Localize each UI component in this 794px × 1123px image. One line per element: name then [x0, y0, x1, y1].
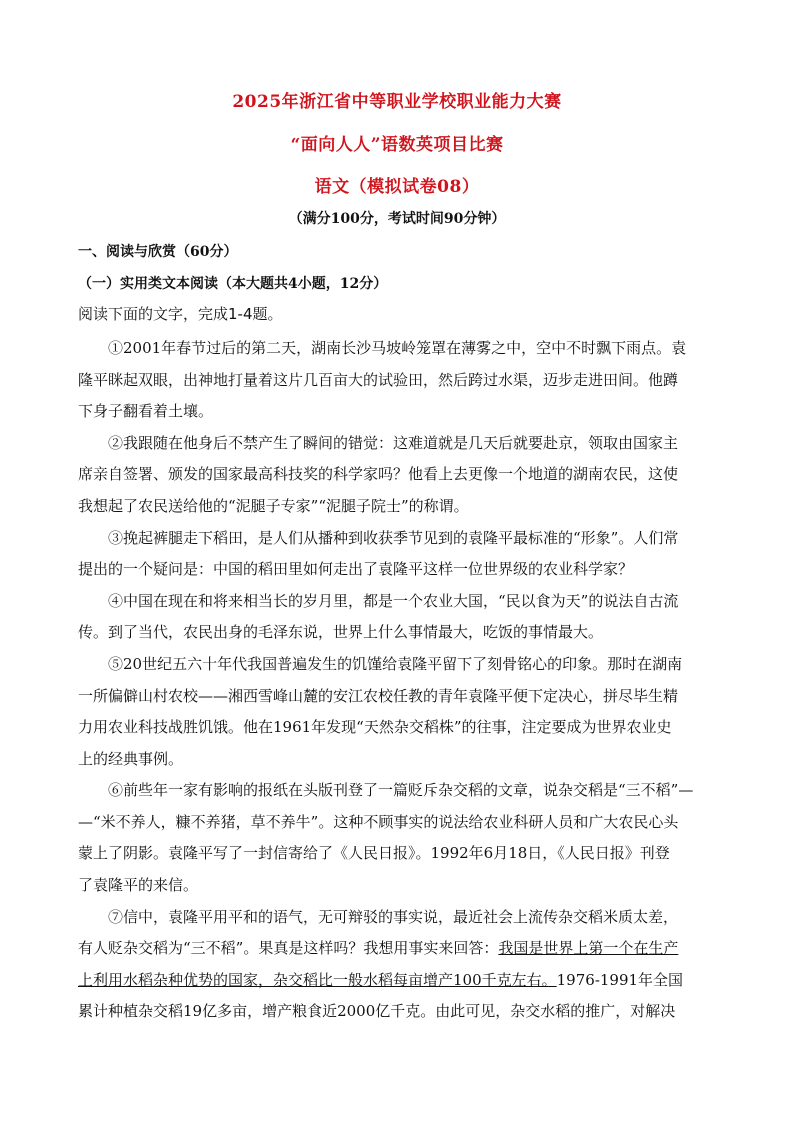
exam-subject-title: 语文（模拟试卷08）: [314, 177, 480, 197]
subsection-heading: （一）实用类文本阅读（本大题共4小题，12分）: [78, 276, 388, 292]
passage-line: 累计种植杂交稻19亿多亩，增产粮食近2000亿千克。由此可见，杂交水稻的推广，对解决: [78, 1002, 676, 1020]
passage-line: 一所偏僻山村农校——湘西雪峰山麓的安江农校任教的青年袁隆平便下定决心，拼尽毕生精: [78, 687, 679, 705]
passage-line: ⑤20世纪五六十年代我国普遍发生的饥馑给袁隆平留下了刻骨铭心的印象。那时在湖南: [108, 655, 683, 673]
passage-line: 我想起了农民送给他的“泥腿子专家”“泥腿子院士”的称谓。: [78, 497, 469, 515]
passage-line: 力用农业科技战胜饥饿。他在1961年发现“天然杂交稻株”的往事，注定要成为世界农业史: [78, 718, 672, 736]
passage-text: 1976-1991年全国: [556, 971, 684, 989]
passage-line: 了袁隆平的来信。: [78, 876, 199, 894]
exam-title: 2025年浙江省中等职业学校职业能力大赛: [232, 92, 562, 112]
passage-line: [78, 938, 718, 958]
exam-score-time: （满分100分，考试时间90分钟）: [288, 211, 506, 227]
passage-line: 提出的一个疑问是：中国的稻田里如何走出了袁隆平这样一位世界级的农业科学家？: [78, 560, 634, 578]
passage-line: ②我跟随在他身后不禁产生了瞬间的错觉：这难道就是几天后就要赴京，领取由国家主: [108, 434, 679, 452]
passage-line: 下身子翻看着土壤。: [78, 402, 214, 420]
passage-line: [78, 970, 718, 990]
underlined-text: 我国是世界上第一个在生产: [498, 939, 679, 957]
passage-line: 上的经典事例。: [78, 750, 184, 768]
passage-line: ①2001年春节过后的第二天，湖南长沙马坡岭笼罩在薄雾之中，空中不时飘下雨点。袁: [108, 339, 687, 357]
instruction-text: 阅读下面的文字，完成1-4题。: [78, 305, 283, 323]
passage-text: 有人贬杂交稻为“三不稻”。果真是这样吗？我想用事实来回答：: [78, 939, 499, 957]
exam-subtitle-project: “面向人人”语数英项目比赛: [290, 135, 504, 155]
passage-line: ③挽起裤腿走下稻田，是人们从播种到收获季节见到的袁隆平最标准的“形象”。人们常: [108, 529, 679, 547]
underlined-text: 上利用水稻杂种优势的国家，杂交稻比一般水稻每亩增产100千克左右。: [78, 971, 557, 989]
passage-line: 席亲自签署、颁发的国家最高科技奖的科学家吗？他看上去更像一个地道的湖南农民，这使: [78, 465, 679, 483]
passage-line: ⑦信中，袁隆平用平和的语气，无可辩驳的事实说，最近社会上流传杂交稻米质太差，: [108, 908, 679, 926]
passage-line: 隆平眯起双眼，出神地打量着这片几百亩大的试验田，然后跨过水渠，迈步走进田间。他蹲: [78, 371, 679, 389]
section-heading: 一、阅读与欣赏（60分）: [78, 244, 238, 260]
passage-line: ④中国在现在和将来相当长的岁月里，都是一个农业大国，“民以食为天”的说法自古流: [108, 592, 679, 610]
passage-line: ⑥前些年一家有影响的报纸在头版刊登了一篇贬斥杂交稻的文章，说杂交稻是“三不稻”—: [108, 781, 694, 799]
passage-line: —“米不养人，糠不养猪，草不养牛”。这种不顾事实的说法给农业科研人员和广大农民心头: [78, 813, 679, 831]
passage-line: 传。到了当代，农民出身的毛泽东说，世界上什么事情最大，吃饭的事情最大。: [78, 623, 604, 641]
passage-line: 蒙上了阴影。袁隆平写了一封信寄给了《人民日报》。1992年6月18日，《人民日报》刊登: [78, 844, 670, 862]
